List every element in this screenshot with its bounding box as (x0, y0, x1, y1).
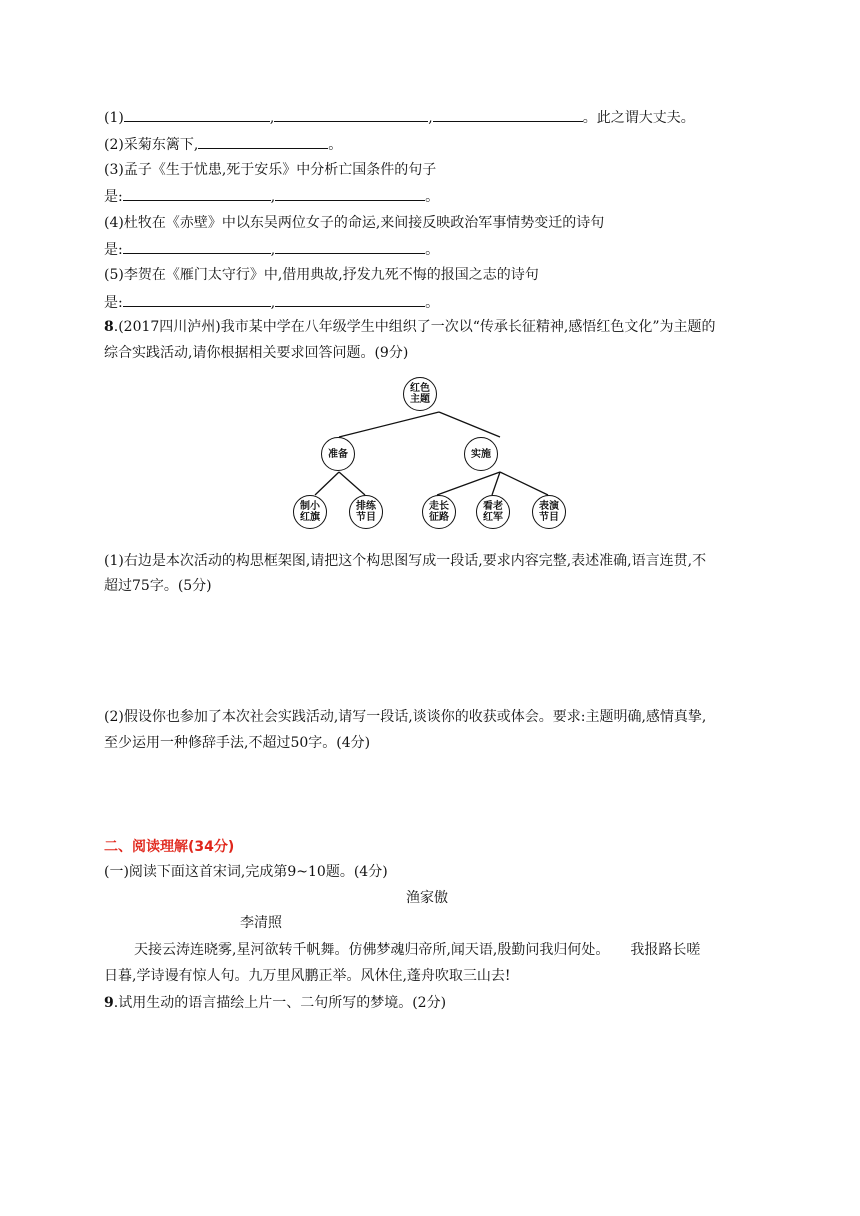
node-leaf-label: 制小红旗 (300, 501, 320, 523)
node-implement-label: 实施 (471, 448, 491, 460)
poem-author: 李清照 (240, 915, 282, 931)
q7-item-1-suffix: 。此之谓大丈夫。 (582, 110, 695, 126)
answer-blank[interactable] (123, 292, 271, 307)
node-leaf-label: 看老红军 (483, 501, 503, 523)
q7-item-4: (4)杜牧在《赤壁》中以东吴两位女子的命运,来间接反映政治军事情势变迁的诗句 (104, 215, 605, 231)
comma: , (270, 295, 276, 311)
node-leaf (476, 495, 510, 529)
node-leaf (293, 495, 327, 529)
q8-sub2-line-2: 至少运用一种修辞手法,不超过50字。(4分) (104, 735, 371, 751)
node-leaf-label: 排练节目 (356, 501, 376, 523)
section-part-1-prompt: (一)阅读下面这首宋词,完成第9~10题。(4分) (104, 864, 388, 880)
node-leaf-label: 表演节目 (539, 501, 559, 523)
q7-item-3-answer (104, 186, 439, 207)
q8-sub1-line-1: (1)右边是本次活动的构思框架图,请把这个构思图写成一段话,要求内容完整,表述准确,语言连贯,不 (104, 553, 707, 569)
poem-line-1: 天接云涛连晓雾,星河欲转千帆舞。仿佛梦魂归帝所,闻天语,殷勤问我归何处。 我报路长嗟 (134, 942, 701, 958)
answer-prefix: 是: (104, 242, 123, 258)
q7-item-2-prefix: (2)采菊东篱下, (104, 137, 199, 153)
answer-blank[interactable] (275, 239, 425, 254)
section-heading: 二、阅读理解(34分) (104, 839, 235, 855)
q7-item-3: (3)孟子《生于忧患,死于安乐》中分析亡国条件的句子 (104, 162, 437, 178)
q8-sub1-line-2: 超过75字。(5分) (104, 578, 212, 594)
q9-number: 9 (104, 995, 114, 1011)
answer-blank[interactable] (124, 107, 270, 122)
comma: , (270, 242, 276, 258)
q9-prompt (104, 993, 446, 1013)
tree-diagram (282, 375, 582, 535)
period: 。 (425, 295, 440, 311)
q8-prompt-text: .(2017四川泸州)我市某中学在八年级学生中组织了一次以“传承长征精神,感悟红色文化”为主题的 (113, 319, 716, 335)
answer-blank[interactable] (123, 239, 271, 254)
node-implement (464, 437, 498, 471)
answer-blank[interactable] (433, 107, 583, 122)
q7-item-1 (104, 107, 695, 128)
q7-item-2 (104, 134, 342, 155)
answer-prefix: 是: (104, 295, 123, 311)
poem-title: 渔家傲 (406, 890, 448, 906)
node-prepare-label: 准备 (328, 448, 348, 460)
node-leaf (532, 495, 566, 529)
comma: , (269, 110, 275, 126)
period: 。 (328, 137, 343, 153)
node-leaf (422, 495, 456, 529)
comma: , (428, 110, 433, 126)
comma: , (270, 189, 276, 205)
q9-text: .试用生动的语言描绘上片一、二句所写的梦境。(2分) (113, 995, 447, 1011)
answer-blank[interactable] (123, 186, 271, 201)
q7-item-4-answer (104, 239, 439, 260)
answer-blank[interactable] (274, 107, 428, 122)
poem-line-2: 日暮,学诗谩有惊人句。九万里风鹏正举。风休住,蓬舟吹取三山去! (104, 968, 511, 984)
q7-item-1-prefix: (1) (104, 110, 124, 126)
node-leaf (349, 495, 383, 529)
period: 。 (425, 189, 440, 205)
q7-item-5: (5)李贺在《雁门太守行》中,借用典故,抒发九死不悔的报国之志的诗句 (104, 267, 539, 283)
answer-prefix: 是: (104, 189, 123, 205)
q8-prompt-line-1 (104, 317, 716, 337)
period: 。 (425, 242, 440, 258)
node-root-label: 红色主题 (410, 383, 430, 405)
answer-blank[interactable] (275, 292, 425, 307)
q8-sub2-line-1: (2)假设你也参加了本次社会实践活动,请写一段话,谈谈你的收获或体会。要求:主题明确,感情真挚, (104, 709, 707, 725)
node-prepare (321, 437, 355, 471)
answer-blank[interactable] (198, 134, 328, 149)
q8-prompt-line-2: 综合实践活动,请你根据相关要求回答问题。(9分) (104, 345, 409, 361)
node-leaf-label: 走长征路 (429, 501, 449, 523)
q7-item-5-answer (104, 292, 439, 313)
node-root (403, 377, 437, 411)
answer-blank[interactable] (275, 186, 425, 201)
q8-number: 8 (104, 319, 114, 335)
